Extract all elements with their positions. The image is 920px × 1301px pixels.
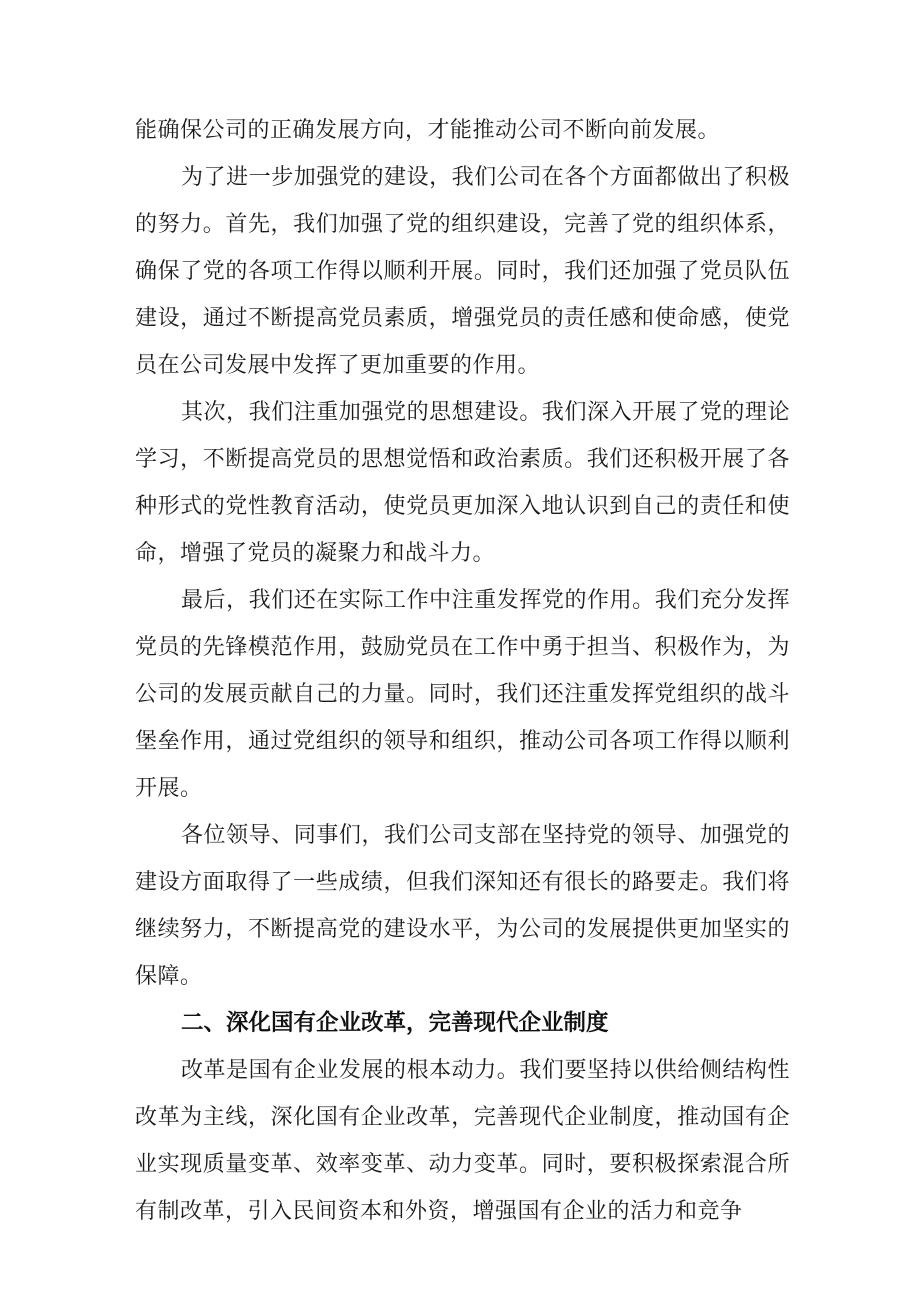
paragraph-continuation: 能确保公司的正确发展方向，才能推动公司不断向前发展。: [135, 118, 721, 143]
paragraph-party-building-efforts: 为了进一步加强党的建设，我们公司在各个方面都做出了积极的努力。首先，我们加强了党的组织建设，完善了党的组织体系，确保了党的各项工作得以顺利开展。同时，我们还加强了党员队伍建设，通过不断提高党员素质，增强党员的责任感和使命感，使党员在公司发展中发挥了更加重要的作用。: [135, 165, 790, 378]
section-heading: 二、深化国有企业改革，完善现代企业制度: [181, 1010, 609, 1036]
paragraph-summary: 各位领导、同事们，我们公司支部在坚持党的领导、加强党的建设方面取得了一些成绩，但我们深知还有很长的路要走。我们将继续努力，不断提高党的建设水平，为公司的发展提供更加坚实的保障。: [135, 823, 790, 989]
paragraph-ideological-building: 其次，我们注重加强党的思想建设。我们深入开展了党的理论学习，不断提高党员的思想觉悟和政治素质。我们还积极开展了各种形式的党性教育活动，使党员更加深入地认识到自己的责任和使命，增强了党员的凝聚力和战斗力。: [135, 400, 790, 566]
document-page: [135, 107, 790, 1235]
paragraph-practical-role: 最后，我们还在实际工作中注重发挥党的作用。我们充分发挥党员的先锋模范作用，鼓励党员在工作中勇于担当、积极作为，为公司的发展贡献自己的力量。同时，我们还注重发挥党组织的战斗堡垒作用，通过党组织的领导和组织，推动公司各项工作得以顺利开展。: [135, 588, 790, 801]
paragraph-reform: 改革是国有企业发展的根本动力。我们要坚持以供给侧结构性改革为主线，深化国有企业改革，完善现代企业制度，推动国有企业实现质量变革、效率变革、动力变革。同时，要积极探索混合所有制改革，引入民间资本和外资，增强国有企业的活力和竞争: [135, 1058, 790, 1224]
